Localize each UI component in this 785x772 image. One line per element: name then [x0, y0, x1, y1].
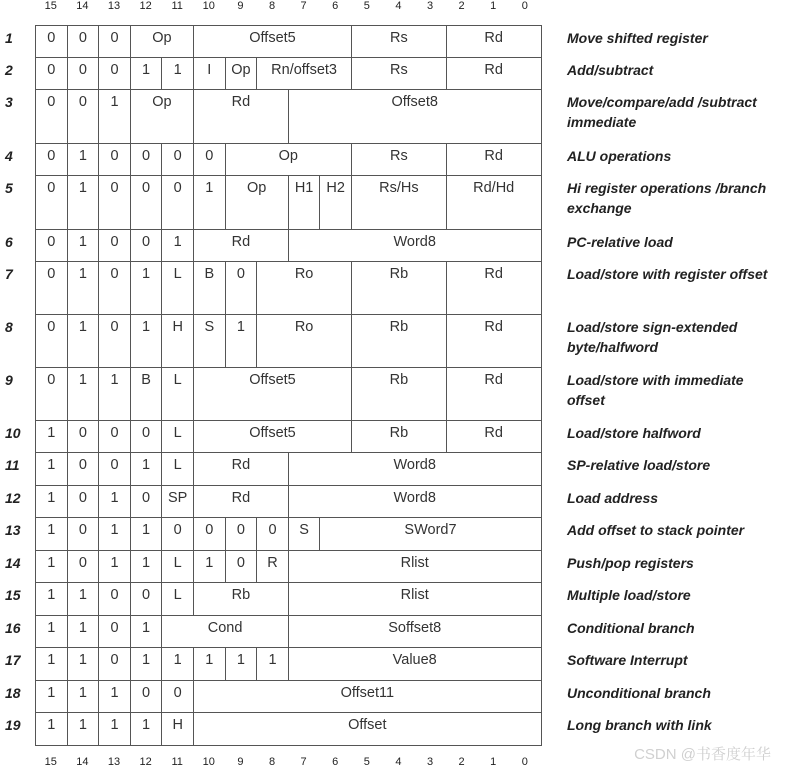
bit-field-cell: 1 — [67, 314, 100, 368]
row-number: 12 — [5, 490, 21, 506]
bit-field-cell: 0 — [130, 229, 163, 262]
row-number: 11 — [5, 457, 20, 473]
bit-field-cell: 1 — [256, 647, 289, 681]
row-number: 7 — [5, 266, 13, 282]
bit-field-cell: 1 — [35, 582, 68, 616]
bit-field-cell: I — [193, 57, 226, 90]
bit-field-cell: 0 — [161, 175, 194, 230]
bit-field-cell: Rd — [193, 89, 289, 144]
bit-field-cell: 0 — [225, 517, 258, 551]
bit-field-cell: 1 — [225, 647, 258, 681]
bit-field-cell: 0 — [67, 485, 100, 518]
bit-field-cell: Word8 — [288, 485, 542, 518]
row-number: 5 — [5, 180, 13, 196]
bit-number-bottom: 5 — [363, 756, 370, 768]
bit-field-cell: 0 — [98, 314, 131, 368]
bit-field-cell: 0 — [98, 175, 131, 230]
bit-field-cell: Value8 — [288, 647, 542, 681]
bit-field-cell: Offset8 — [288, 89, 542, 144]
bit-number-bottom: 7 — [300, 756, 307, 768]
bit-field-cell: SWord7 — [319, 517, 541, 551]
bit-field-cell: 1 — [67, 367, 100, 421]
bit-field-cell: 0 — [130, 143, 163, 176]
bit-field-cell: L — [161, 261, 194, 315]
bit-field-cell: H2 — [319, 175, 352, 230]
watermark: CSDN @书香度年华 — [634, 746, 771, 763]
bit-field-cell: 0 — [35, 89, 68, 144]
bit-field-cell: 1 — [35, 452, 68, 486]
bit-number-top: 8 — [268, 0, 276, 12]
bit-field-cell: Offset5 — [193, 367, 352, 421]
bit-field-cell: 1 — [67, 712, 100, 746]
bit-field-cell: 1 — [98, 680, 131, 713]
bit-field-cell: 0 — [98, 452, 131, 486]
bit-field-cell: 0 — [67, 452, 100, 486]
bit-field-cell: 1 — [130, 647, 163, 681]
bit-field-cell: Cond — [161, 615, 288, 648]
bit-field-cell: 1 — [193, 175, 226, 230]
bit-field-cell: Soffset8 — [288, 615, 542, 648]
bit-number-bottom: 14 — [76, 756, 89, 768]
row-number: 19 — [5, 717, 21, 733]
bit-field-cell: 0 — [67, 420, 100, 453]
bit-number-top: 2 — [458, 0, 465, 12]
bit-field-cell: S — [288, 517, 321, 551]
bit-field-cell: 1 — [67, 175, 100, 230]
bit-field-cell: 0 — [98, 143, 131, 176]
bit-field-cell: Rs — [351, 25, 447, 58]
bit-field-cell: Rd — [446, 143, 542, 176]
bit-field-cell: 0 — [98, 582, 131, 616]
bit-field-cell: 1 — [35, 680, 68, 713]
bit-field-cell: Offset — [193, 712, 542, 746]
bit-field-cell: Offset5 — [193, 25, 352, 58]
bit-number-top: 5 — [363, 0, 370, 12]
bit-number-bottom: 10 — [202, 756, 215, 768]
bit-number-top: 15 — [44, 0, 57, 12]
bit-field-cell: 0 — [98, 420, 131, 453]
bit-field-cell: 0 — [130, 582, 163, 616]
bit-field-cell: 0 — [225, 550, 258, 583]
bit-field-cell: Rd — [446, 314, 542, 368]
bit-field-cell: L — [161, 367, 194, 421]
bit-field-cell: 0 — [35, 57, 68, 90]
bit-field-cell: Op — [225, 143, 352, 176]
bit-field-cell: 1 — [35, 615, 68, 648]
row-number: 2 — [5, 62, 13, 78]
bit-field-cell: 0 — [67, 517, 100, 551]
bit-field-cell: 0 — [161, 143, 194, 176]
bit-field-cell: 1 — [98, 712, 131, 746]
bit-field-cell: Rb — [351, 420, 447, 453]
bit-field-cell: Rb — [351, 314, 447, 368]
bit-number-bottom: 8 — [268, 756, 276, 768]
bit-field-cell: 1 — [67, 261, 100, 315]
bit-field-cell: 1 — [130, 712, 163, 746]
format-description: Unconditional branch — [567, 685, 711, 701]
bit-field-cell: 0 — [35, 314, 68, 368]
bit-number-bottom: 15 — [44, 756, 57, 768]
bit-field-cell: Rd — [193, 229, 289, 262]
bit-field-cell: 0 — [35, 229, 68, 262]
bit-field-cell: 0 — [67, 89, 100, 144]
format-description: Long branch with link — [567, 717, 712, 733]
bit-field-cell: Rd — [446, 420, 542, 453]
bit-field-cell: Rlist — [288, 582, 542, 616]
bit-field-cell: Rd — [446, 261, 542, 315]
bit-field-cell: L — [161, 452, 194, 486]
row-number: 15 — [5, 587, 21, 603]
bit-number-top: 12 — [139, 0, 152, 12]
bit-field-cell: H — [161, 314, 194, 368]
bit-field-cell: Rlist — [288, 550, 542, 583]
bit-field-cell: Rs/Hs — [351, 175, 447, 230]
bit-field-cell: 0 — [130, 175, 163, 230]
bit-field-cell: 0 — [98, 25, 131, 58]
format-description: ALU operations — [567, 148, 672, 164]
bit-number-top: 3 — [426, 0, 434, 12]
row-number: 16 — [5, 620, 21, 636]
bit-number-bottom: 9 — [237, 756, 244, 768]
bit-field-cell: L — [161, 550, 194, 583]
row-number: 1 — [5, 30, 13, 46]
format-description: Conditional branch — [567, 620, 695, 636]
bit-number-top: 0 — [521, 0, 528, 12]
bit-number-top: 14 — [76, 0, 89, 12]
row-number: 8 — [5, 319, 13, 335]
bit-field-cell: 0 — [161, 517, 194, 551]
row-number: 6 — [5, 234, 13, 250]
bit-field-cell: Rd — [193, 452, 289, 486]
bit-number-top: 6 — [332, 0, 339, 12]
bit-field-cell: S — [193, 314, 226, 368]
bit-field-cell: 1 — [130, 452, 163, 486]
format-description: Push/pop registers — [567, 555, 694, 571]
bit-field-cell: 1 — [35, 712, 68, 746]
bit-field-cell: 0 — [67, 25, 100, 58]
format-description: Load/store halfword — [567, 425, 701, 441]
bit-field-cell: H — [161, 712, 194, 746]
bit-field-cell: 0 — [256, 517, 289, 551]
bit-field-cell: 1 — [193, 550, 226, 583]
bit-field-cell: 0 — [130, 485, 163, 518]
bit-field-cell: 0 — [35, 143, 68, 176]
bit-field-cell: 1 — [67, 143, 100, 176]
bit-field-cell: Op — [130, 89, 194, 144]
bit-number-bottom: 6 — [332, 756, 339, 768]
bit-field-cell: Word8 — [288, 452, 542, 486]
bit-field-cell: Rd — [446, 25, 542, 58]
bit-field-cell: Offset5 — [193, 420, 352, 453]
bit-field-cell: 1 — [130, 261, 163, 315]
bit-field-cell: 1 — [130, 314, 163, 368]
bit-field-cell: 1 — [67, 229, 100, 262]
bit-number-top: 9 — [237, 0, 244, 12]
bit-field-cell: 1 — [225, 314, 258, 368]
format-description: Hi register operations /branch exchange — [567, 180, 767, 216]
bit-number-top: 10 — [202, 0, 215, 12]
bit-field-cell: 0 — [67, 550, 100, 583]
bit-field-cell: Op — [130, 25, 194, 58]
bit-field-cell: 1 — [98, 367, 131, 421]
bit-field-cell: 0 — [35, 367, 68, 421]
bit-field-cell: 1 — [98, 485, 131, 518]
bit-field-cell: 0 — [35, 25, 68, 58]
bit-field-cell: 1 — [130, 615, 163, 648]
bit-field-cell: Op — [225, 57, 258, 90]
bit-number-top: 4 — [395, 0, 402, 12]
bit-number-bottom: 3 — [426, 756, 434, 768]
bit-field-cell: 1 — [98, 517, 131, 551]
bit-number-bottom: 13 — [107, 756, 121, 768]
bit-field-cell: 1 — [98, 550, 131, 583]
bit-field-cell: 1 — [161, 57, 194, 90]
bit-number-bottom: 11 — [171, 756, 183, 768]
bit-number-bottom: 1 — [490, 756, 497, 768]
bit-field-cell: 1 — [35, 647, 68, 681]
bit-field-cell: 1 — [67, 615, 100, 648]
bit-field-cell: L — [161, 420, 194, 453]
bit-field-cell: 0 — [67, 57, 100, 90]
bit-field-cell: SP — [161, 485, 194, 518]
bit-number-bottom: 2 — [458, 756, 465, 768]
bit-field-cell: 0 — [35, 175, 68, 230]
bit-field-cell: 0 — [98, 261, 131, 315]
bit-field-cell: Ro — [256, 314, 352, 368]
bit-field-cell: 1 — [130, 57, 163, 90]
bit-field-cell: 1 — [67, 680, 100, 713]
bit-field-cell: 1 — [161, 229, 194, 262]
bit-field-cell: 1 — [35, 485, 68, 518]
bit-field-cell: Rb — [351, 367, 447, 421]
format-description: Software Interrupt — [567, 652, 688, 668]
bit-field-cell: 0 — [98, 615, 131, 648]
bit-field-cell: 0 — [98, 229, 131, 262]
format-description: SP-relative load/store — [567, 457, 711, 473]
bit-number-top: 13 — [107, 0, 121, 12]
format-description: Multiple load/store — [567, 587, 691, 603]
bit-field-cell: R — [256, 550, 289, 583]
row-number: 14 — [5, 555, 21, 571]
row-number: 9 — [5, 372, 13, 388]
bit-field-cell: Word8 — [288, 229, 542, 262]
bit-field-cell: Rd/Hd — [446, 175, 542, 230]
format-description: Load address — [567, 490, 659, 506]
bit-field-cell: Rd — [193, 485, 289, 518]
bit-field-cell: 0 — [35, 261, 68, 315]
bit-field-cell: 1 — [130, 550, 163, 583]
bit-field-cell: Rb — [351, 261, 447, 315]
bit-number-bottom: 4 — [395, 756, 402, 768]
bit-field-cell: Rn/offset3 — [256, 57, 352, 90]
bit-field-cell: 1 — [161, 647, 194, 681]
bit-field-cell: 1 — [193, 647, 226, 681]
bit-field-cell: Rb — [193, 582, 289, 616]
bit-field-cell: 1 — [35, 517, 68, 551]
bit-field-cell: 0 — [193, 143, 226, 176]
bit-field-cell: Rd — [446, 367, 542, 421]
bit-field-cell: 0 — [98, 647, 131, 681]
bit-field-cell: Rs — [351, 57, 447, 90]
bit-field-cell: 0 — [225, 261, 258, 315]
bit-field-cell: 0 — [161, 680, 194, 713]
bit-field-cell: 1 — [67, 582, 100, 616]
bit-number-top: 1 — [490, 0, 497, 12]
format-description: Load/store sign-extended byte/halfword — [567, 319, 738, 355]
bit-number-bottom: 12 — [139, 756, 152, 768]
bit-field-cell: 1 — [98, 89, 131, 144]
row-number: 13 — [5, 522, 21, 538]
row-number: 3 — [5, 94, 13, 110]
bit-field-cell: 1 — [130, 517, 163, 551]
row-number: 4 — [5, 148, 13, 164]
bit-field-cell: Rs — [351, 143, 447, 176]
format-description: Move shifted register — [567, 30, 708, 46]
bit-field-cell: B — [130, 367, 163, 421]
format-description: Load/store with immediate offset — [567, 372, 744, 408]
bit-field-cell: Offset11 — [193, 680, 542, 713]
bit-field-cell: Ro — [256, 261, 352, 315]
bit-field-cell: H1 — [288, 175, 321, 230]
bit-field-cell: 0 — [193, 517, 226, 551]
bit-field-cell: 1 — [35, 550, 68, 583]
bit-field-cell: B — [193, 261, 226, 315]
bit-field-cell: 0 — [130, 420, 163, 453]
row-number: 10 — [5, 425, 21, 441]
bit-field-cell: 1 — [67, 647, 100, 681]
bit-number-bottom: 0 — [521, 756, 528, 768]
bit-field-cell: 0 — [98, 57, 131, 90]
bit-field-cell: L — [161, 582, 194, 616]
bit-field-cell: Rd — [446, 57, 542, 90]
bit-field-cell: 0 — [130, 680, 163, 713]
format-description: Load/store with register offset — [567, 266, 768, 282]
bit-field-cell: 1 — [35, 420, 68, 453]
format-description: Add/subtract — [567, 62, 654, 78]
bit-number-top: 11 — [171, 0, 183, 12]
format-description: PC-relative load — [567, 234, 673, 250]
row-number: 17 — [5, 652, 21, 668]
bit-number-top: 7 — [300, 0, 307, 12]
row-number: 18 — [5, 685, 21, 701]
format-description: Move/compare/add /subtract immediate — [567, 94, 757, 130]
format-description: Add offset to stack pointer — [567, 522, 745, 538]
bit-field-cell: Op — [225, 175, 289, 230]
